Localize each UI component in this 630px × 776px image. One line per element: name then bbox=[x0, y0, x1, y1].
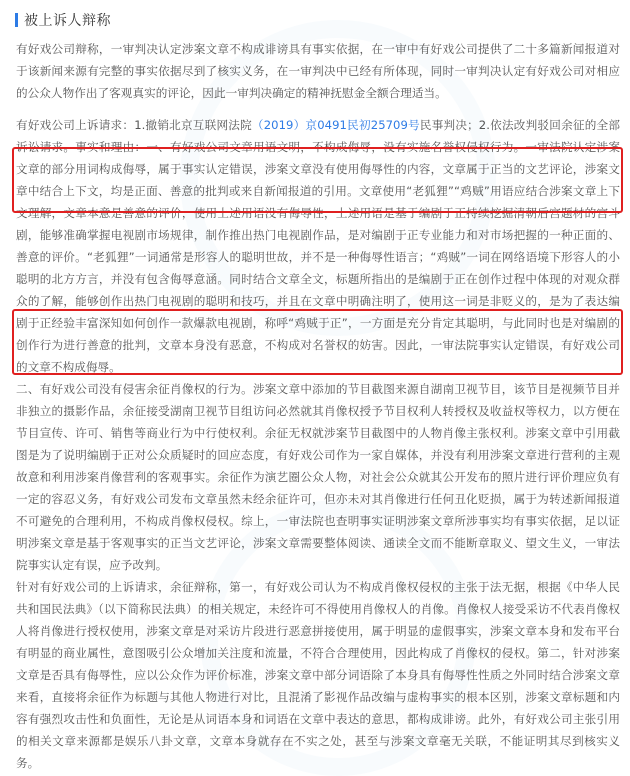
document-body bbox=[16, 38, 620, 774]
case-number-link[interactable]: （2019）京0491民初25709号 bbox=[251, 118, 420, 132]
section-accent-bar bbox=[15, 13, 18, 27]
paragraph-portrait-right: 二、有好戏公司没有侵害余征肖像权的行为。涉案文章中添加的节目截图来源自湖南卫视节目，该节目是视频节目并非独立的摄影作品，余征接受湖南卫视节目组访问必然就其肖像权授予节目权利人转授权及收益权等权力，以方便在节目宣传、许可、销售等商业行为中行使权利。余征无权就涉案节目截图中的人物肖像主张权利。涉案文章中引用截图是为了说明编剧于正对公众质疑时的回应态度，有好戏公司作为一家自媒体，并没有利用涉案文章进行营利的主观故意和利用涉案肖像营利的客观事实。余征作为演艺圈公众人物，对社会公众就其公开发布的照片进行评价理应负有一定的容忍义务，有好戏公司发布文章虽然未经余征许可，但亦未对其肖像进行任何丑化贬损，属于为转述新闻报道不可避免的合理利用，不构成肖像权侵权。综上，一审法院也查明事实证明涉案文章所涉事实均有事实依据，足以证明涉案文章是基于客观事实的正当文艺评论，涉案文章需要整体阅读、通读全文而不能断章取义、望文生义，一审法院事实认定有误，应予改判。 bbox=[16, 382, 620, 572]
section-header bbox=[15, 10, 111, 30]
paragraph-appellee-statement: 有好戏公司辩称，一审判决认定涉案文章不构成诽谤具有事实依据，在一审中有好戏公司提供了二十多篇新闻报道对于该新闻来源有完整的事实依据尽到了核实义务，在一审判决中已经有所体现，同时一审判决认定有好戏公司对相应的公众人物作出了客观真实的评论，因此一审判决确定的精神抚慰金全额合理适当。 bbox=[16, 42, 620, 100]
paragraph-appellee-response: 针对有好戏公司的上诉请求，余征辩称，第一，有好戏公司认为不构成肖像权侵权的主张于法无据，根据《中华人民共和国民法典》（以下简称民法典）的相关规定，未经许可不得使用肖像权人的肖像。肖像权人接受采访不代表肖像权人将肖像进行授权使用，涉案文章是对采访片段进行恶意拼接使用，属于明显的虚假事实，涉案文章本身和发布平台有明显的商业属性，意图吸引公众增加关注度和流量，不符合合理使用，因此构成了肖像权的侵权。第二，针对涉案文章是否具有侮辱性，应以公众作为评价标准，涉案文章中部分词语除了本身具有侮辱性性质之外同时结合涉案文章来看，直接将余征作为标题与其他人物进行对比，且混淆了影视作品改编与虚构事实的根本区别，涉案文章标题和内容有强烈攻击性和负面性，无论是从词语本身和词语在文章中表达的意思，都构成诽谤。此外，有好戏公司主张引用的相关文章来源都是娱乐八卦文章，文章本身就存在不实之处，甚至与涉案文章毫无关联，不能证明其尽到核实义务。 bbox=[16, 580, 620, 770]
appeal-request-body: 民事判决；2.依法改判驳回余征的全部诉讼请求。事实和理由：一、有好戏公司文章用语文明，不构成侮辱，没有实施名誉权侵权行为。一审法院认定涉案文章的部分用词构成侮辱，属于事实认定错误，涉案文章没有使用侮辱性的内容，文章属于正当的文艺评论，涉案文章中结合上下文，均是正面、善意的批判或来自新闻报道的引用。文章使用“老狐狸”“鸡贼”用语应结合涉案文章上下文理解，文章本意是善意的评价，使用上述用语没有侮辱性，上述用语是基于编剧于正持续挖掘清朝后宫题材的宫斗剧，能够准确掌握电视剧市场规律，制作推出热门电视剧作品，是对编剧于正专业能力和对市场把握的一种正面的、善意的评价。“老狐狸”一词通常是形容人的聪明世故，并不是一种侮辱性语言；“鸡贼”一词在网络语境下形容人的小聪明的北方方言，并没有包含侮辱意涵。同时结合文章全文，标题所指出的是编剧于正在创作过程中体现的对观众群众的了解，能够创作出热门电视剧的聪明和技巧，并且在文章中明确注明了，使用这一词是非贬义的，是为了表达编剧于正经验丰富深知如何创作一款爆款电视剧，称呼“鸡贼于正”，一方面是充分肯定其聪明，与此同时也是对编剧的创作行为进行善意的批判，文章本身没有恶意，不构成对名誉权的妨害。因此，一审法院事实认定错误，有好戏公司的文章不构成侮辱。 bbox=[16, 118, 620, 374]
appeal-request-prefix: 有好戏公司上诉请求：1.撤销北京互联网法院 bbox=[16, 118, 252, 132]
paragraph-appeal-request bbox=[16, 114, 620, 378]
section-title: 被上诉人辩称 bbox=[24, 13, 111, 29]
